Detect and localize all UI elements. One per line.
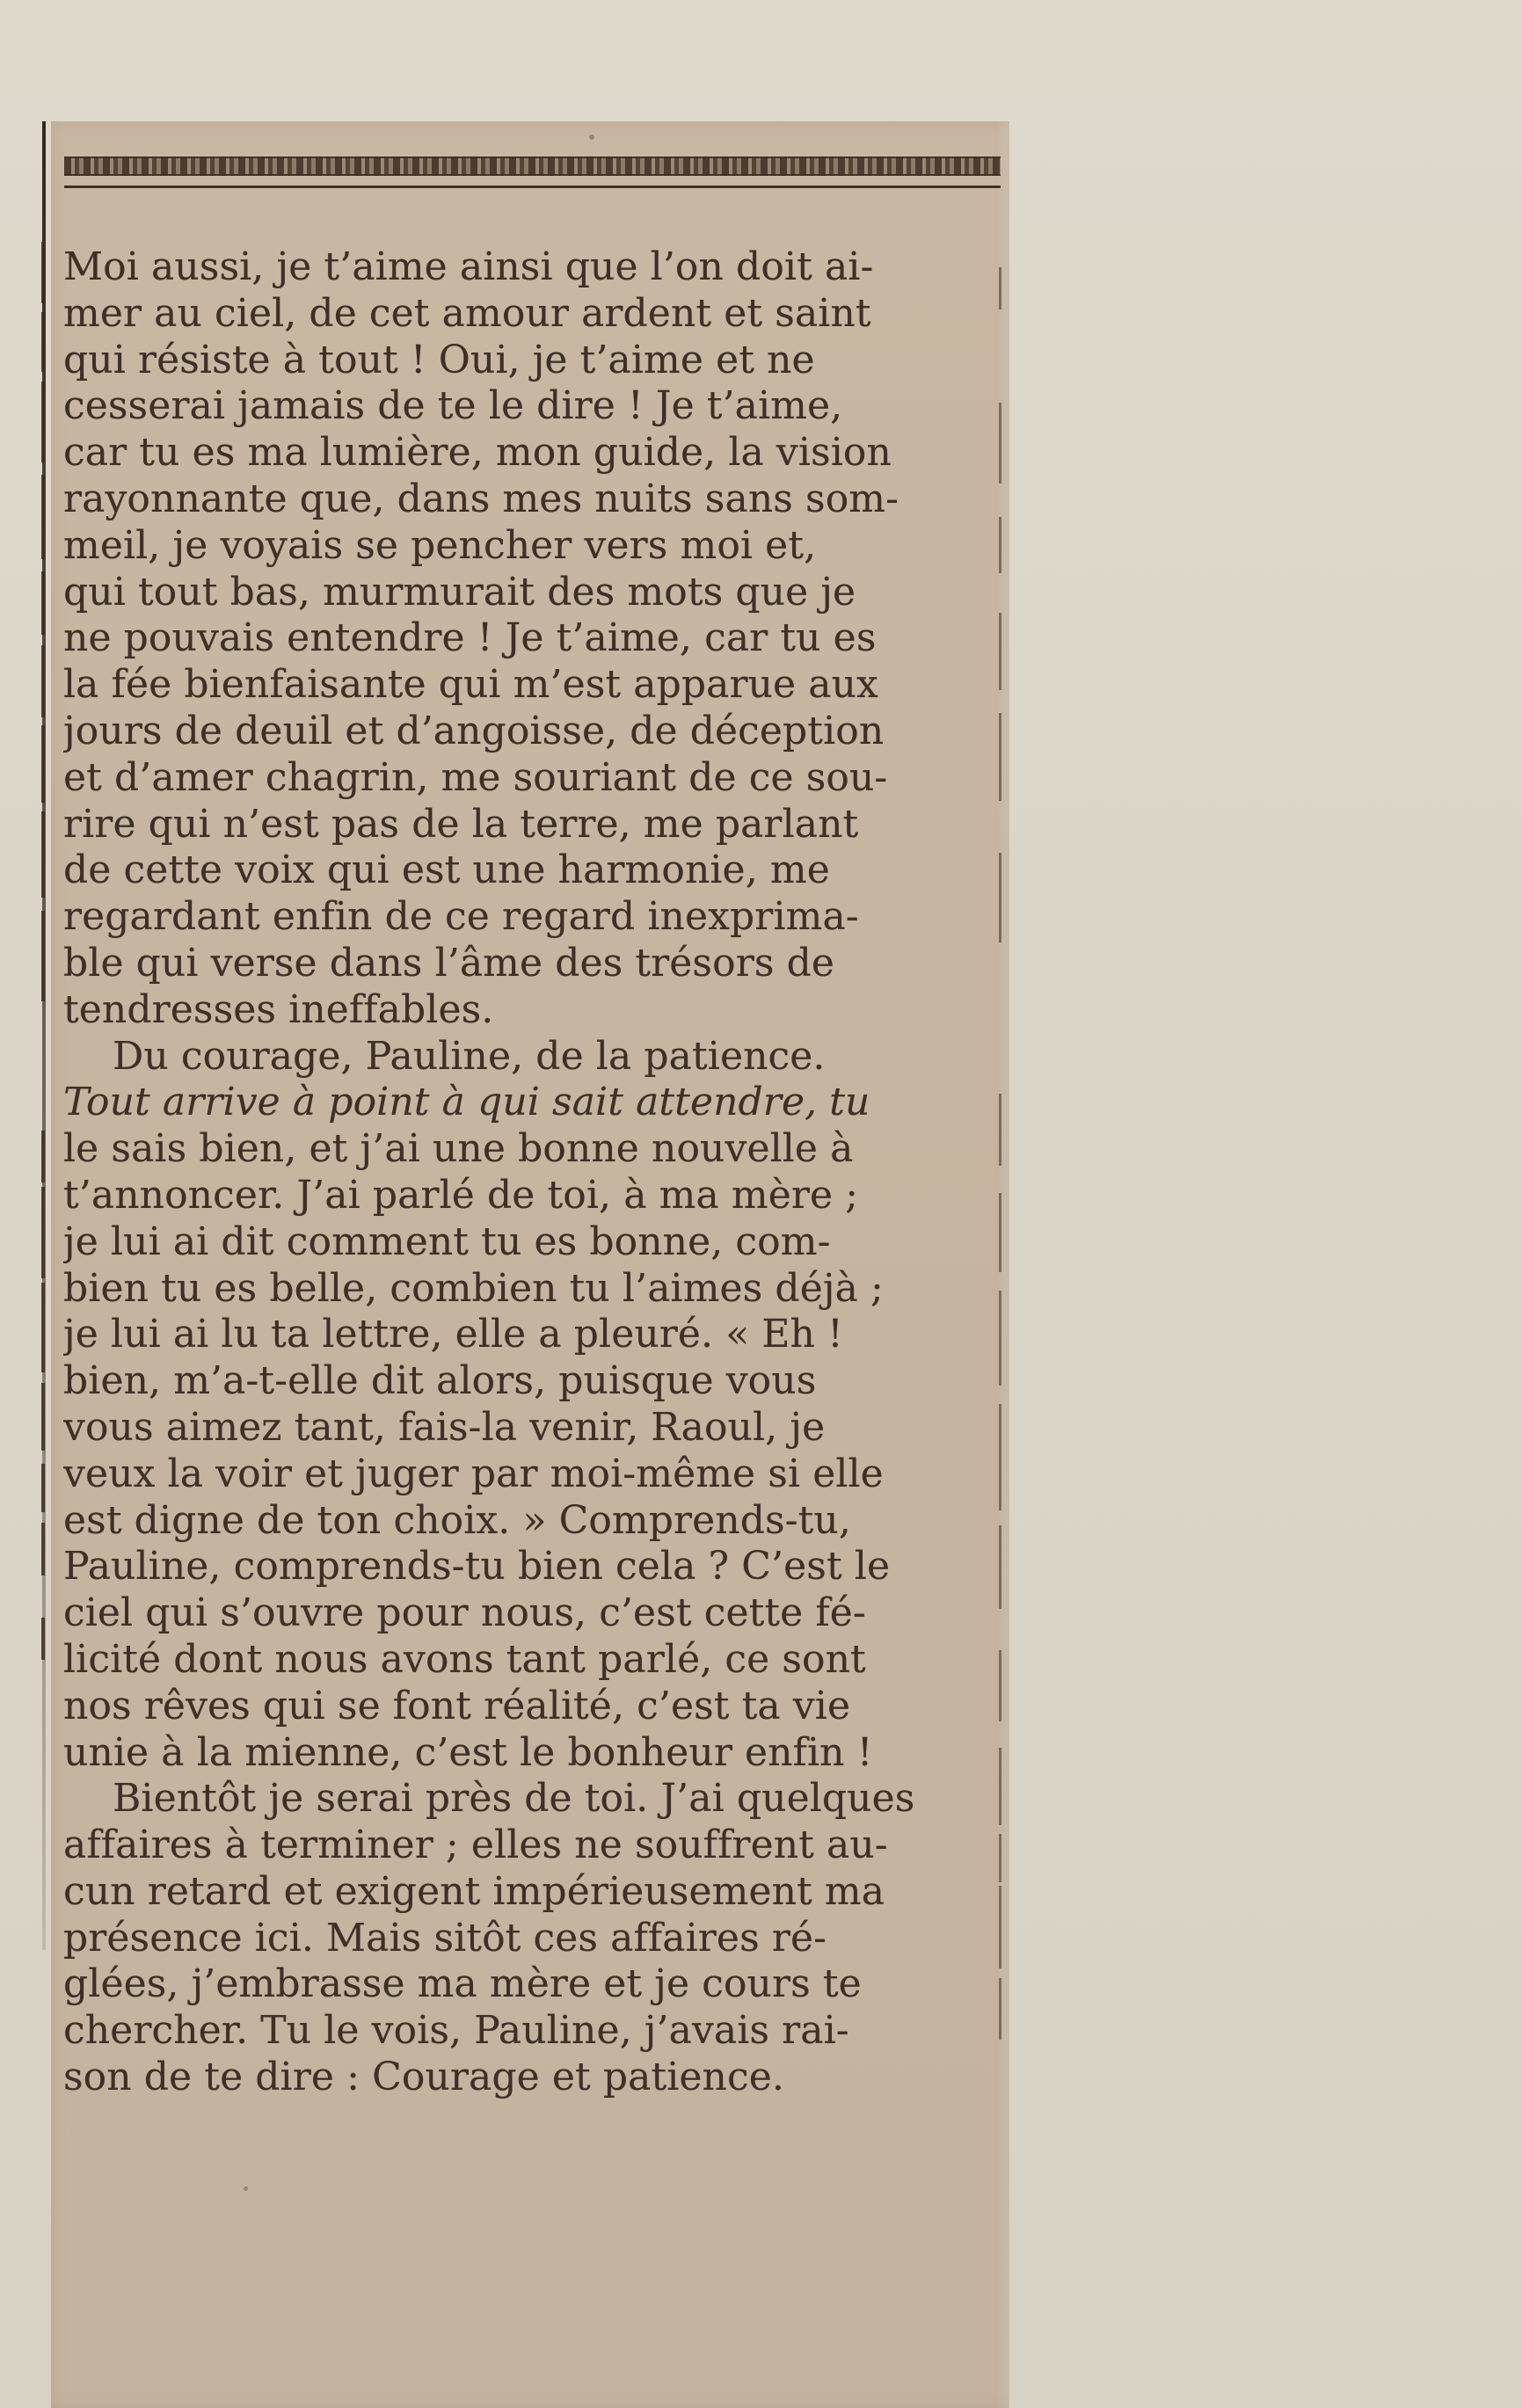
article-line: et d’amer chagrin, me souriant de ce sou-: [63, 754, 888, 800]
paper-speck: [589, 135, 594, 140]
paper-speck: [244, 2186, 248, 2191]
right-mark: [999, 1291, 1001, 1386]
right-mark: [999, 1834, 1001, 1882]
article-line: glées, j’embrasse ma mère et je cours te: [63, 1961, 862, 2007]
right-mark: [999, 517, 1001, 573]
right-mark: [999, 1650, 1001, 1721]
article-line: rayonnante que, dans mes nuits sans som-: [63, 476, 899, 521]
article-line: affaires à terminer ; elles ne souffrent au-: [63, 1822, 888, 1868]
article-line: jours de deuil et d’angoisse, de déception: [63, 708, 885, 753]
article-line: bien, m’a-t-elle dit alors, puisque vous: [63, 1358, 817, 1404]
left-mark: [41, 911, 45, 1001]
article-line: veux la voir et juger par moi-même si elle: [63, 1451, 884, 1496]
article-line: Du courage, Pauline, de la patience.: [113, 1033, 826, 1079]
article-line: Pauline, comprends-tu bien cela ? C’est le: [63, 1544, 891, 1590]
left-mark: [41, 1131, 45, 1182]
article-line: son de te dire : Courage et patience.: [63, 2055, 784, 2100]
article-line: mer au ciel, de cet amour ardent et saint: [63, 290, 871, 336]
right-mark: [999, 713, 1001, 801]
article-line: est digne de ton choix. » Comprends-tu,: [63, 1497, 851, 1543]
left-mark: [41, 475, 45, 559]
article-line: meil, je voyais se pencher vers moi et,: [63, 522, 817, 568]
article-line: nos rêves qui se font réalité, c’est ta vie: [63, 1683, 851, 1728]
article-line: bien tu es belle, combien tu l’aimes déjà ;: [63, 1265, 884, 1311]
left-mark: [41, 382, 45, 462]
article-line: la fée bienfaisante qui m’est apparue aux: [63, 662, 878, 708]
article-line: je lui ai lu ta lettre, elle a pleuré. « Eh !: [63, 1312, 843, 1357]
left-mark: [41, 1187, 45, 1278]
right-mark: [999, 403, 1001, 484]
right-mark: [999, 613, 1001, 690]
left-mark: [41, 1283, 45, 1372]
left-mark: [41, 645, 45, 717]
right-mark: [999, 853, 1001, 942]
header-rule: [64, 186, 1001, 188]
article-body: [63, 244, 995, 2101]
article-line: regardant enfin de ce regard inexprima-: [63, 894, 859, 940]
right-mark: [999, 1886, 1001, 1968]
left-mark: [41, 1464, 45, 1512]
right-mark: [999, 1094, 1001, 1166]
article-line: qui tout bas, murmurait des mots que je: [63, 569, 856, 615]
article-line: de cette voix qui est une harmonie, me: [63, 848, 830, 893]
article-line: le sais bien, et j’ai une bonne nouvelle à: [63, 1126, 854, 1172]
article-line: ble qui verse dans l’âme des trésors de: [63, 940, 835, 986]
right-mark: [999, 267, 1001, 309]
article-line: car tu es ma lumière, mon guide, la vision: [63, 430, 892, 476]
article-line: je lui ai dit comment tu es bonne, com-: [63, 1219, 831, 1264]
article-line: chercher. Tu le vois, Pauline, j’avais rai-: [63, 2008, 849, 2054]
right-mark: [999, 1978, 1001, 2040]
article-line: rire qui n’est pas de la terre, me parlant: [63, 801, 859, 847]
right-mark: [999, 1748, 1001, 1825]
left-mark: [41, 1383, 45, 1451]
article-line: cesserai jamais de te le dire ! Je t’aime,: [63, 383, 843, 429]
article-line: licité dont nous avons tant parlé, ce sont: [63, 1636, 866, 1682]
article-line: qui résiste à tout ! Oui, je t’aime et ne: [63, 337, 815, 382]
article-line: cun retard et exigent impérieusement ma: [63, 1868, 885, 1914]
decorative-header-band: [64, 156, 1001, 176]
left-mark: [41, 312, 45, 372]
article-line: Moi aussi, je t’aime ainsi que l’on doit ai-: [63, 244, 874, 289]
article-line: vous aimez tant, fais-la venir, Raoul, je: [63, 1404, 826, 1450]
right-mark: [999, 1404, 1001, 1510]
article-line: présence ici. Mais sitôt ces affaires ré-: [63, 1915, 827, 1961]
article-line: unie à la mienne, c’est le bonheur enfin !: [63, 1729, 873, 1775]
left-mark: [41, 811, 45, 898]
left-mark: [41, 242, 45, 303]
article-line: t’annoncer. J’ai parlé de toi, à ma mère ;: [63, 1172, 859, 1218]
left-mark: [41, 1523, 45, 1575]
article-line: Bientôt je serai près de toi. J’ai quelques: [113, 1776, 915, 1822]
article-line: tendresses ineffables.: [63, 986, 494, 1032]
article-line: ciel qui s’ouvre pour nous, c’est cette fé-: [63, 1590, 866, 1636]
article-line: ne pouvais entendre ! Je t’aime, car tu es: [63, 615, 877, 661]
article-line: Tout arrive à point à qui sait attendre, tu: [63, 1080, 870, 1125]
right-mark: [999, 1525, 1001, 1609]
left-mark: [41, 571, 45, 635]
right-mark: [999, 1193, 1001, 1272]
left-mark: [41, 1618, 45, 1660]
left-mark: [41, 725, 45, 803]
